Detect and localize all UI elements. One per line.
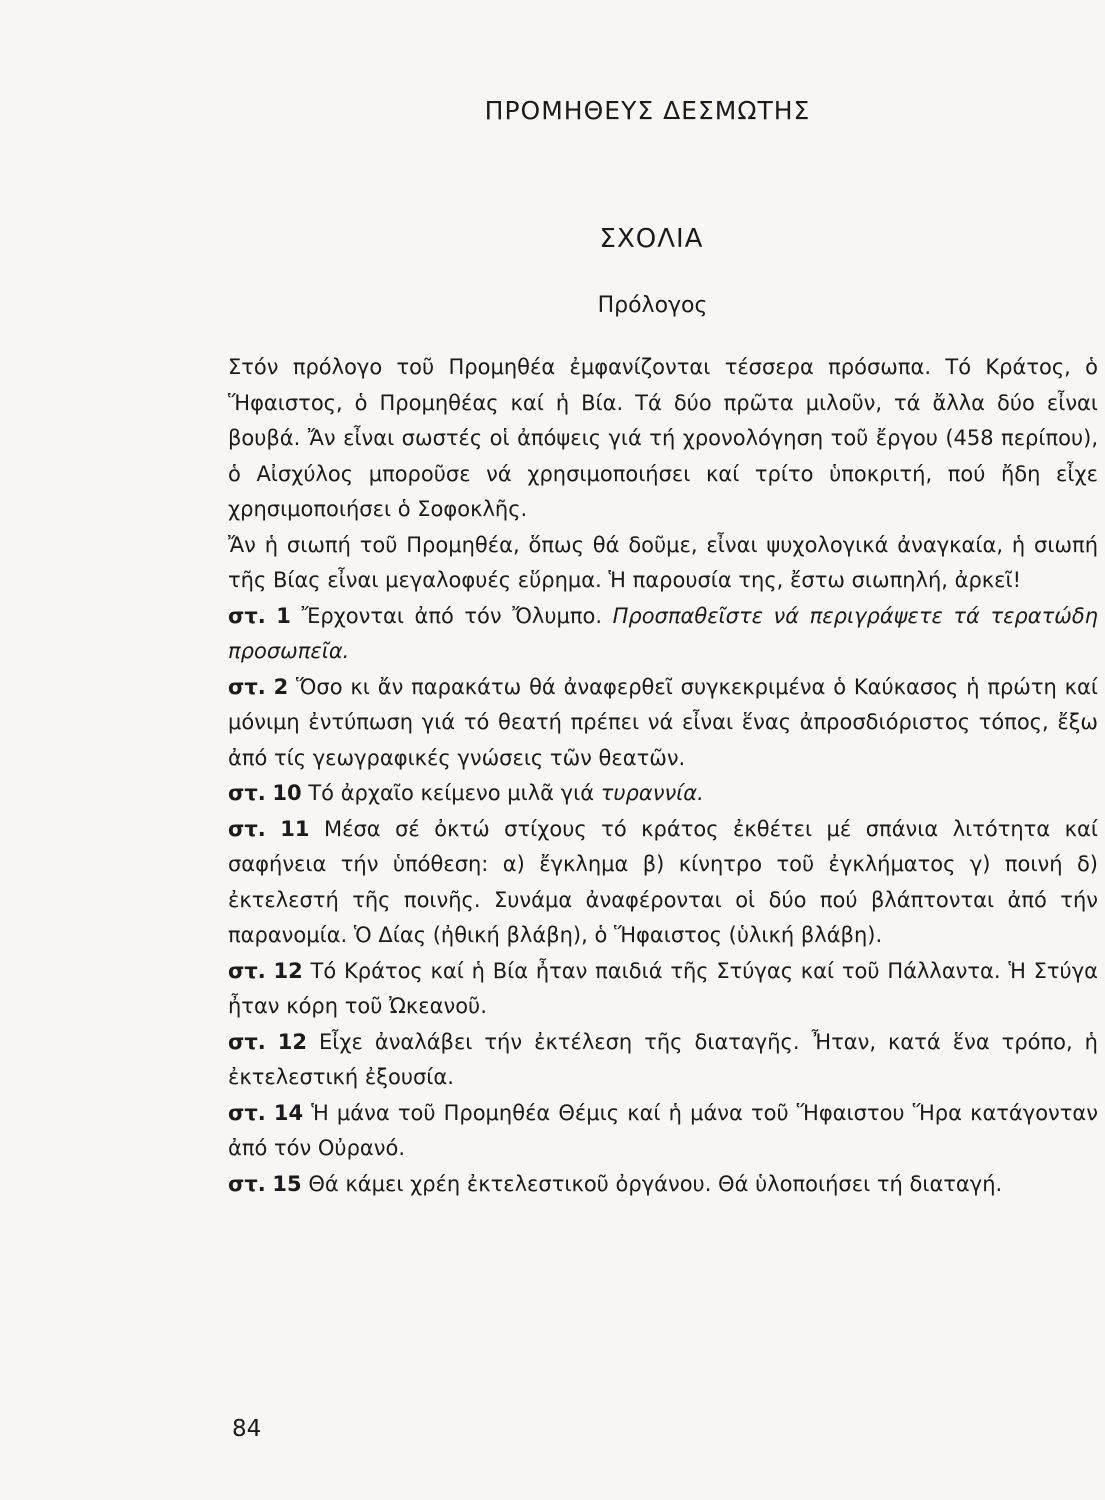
subsection-title: Πρόλογος (597, 293, 708, 318)
page-number: 84 (232, 1416, 262, 1442)
note-label: στ. (228, 1100, 266, 1125)
note-text: Τό Κράτος καί ἡ Βία ἦταν παιδιά τῆς Στύγας καί τοῦ Πάλλαντα. Ἡ Στύγα ἦταν κόρη τοῦ Ὠκεανοῦ. (228, 958, 1098, 1018)
note-label: στ. (228, 603, 266, 628)
verse-note (228, 1025, 1098, 1096)
note-text: Μέσα σέ ὀκτώ στίχους τό κράτος ἐκθέτει μέ σπάνια λιτότητα καί σαφήνεια τήν ὑπόθεση: α) ἔγκλημα β) κίνητρο τοῦ ἐγκλήματος γ) ποινή δ) ἐκτελεστή τῆς ποινῆς. Συνάμα ἀναφέρονται οἱ δύο πού βλάπτονται ἀπό τήν παρανομία. Ὁ Δίας (ἠθική βλάβη), ὁ Ἥφαιστος (ὑλική βλάβη). (228, 816, 1098, 947)
note-label: στ. (228, 1171, 266, 1196)
note-text: Ἔρχονται ἀπό τόν Ὄλυμπο. (301, 603, 603, 628)
note-label: στ. (228, 674, 266, 699)
note-text: Ὅσο κι ἄν παρακάτω θά ἀναφερθεῖ συγκεκριμένα ὁ Καύκασος ἡ πρώτη καί μόνιμη ἐντύπωση γιά τό θεατή πρέπει νά εἶναι ἕνας ἀπροσδιόριστος τόπος, ἔξω ἀπό τίς γεωγραφικές γνώσεις τῶν θεατῶν. (228, 674, 1098, 770)
commentary-body (228, 350, 1098, 1202)
note-text: Εἶχε ἀναλάβει τήν ἐκτέλεση τῆς διαταγῆς. Ἦταν, κατά ἕνα τρόπο, ἡ ἐκτελεστική ἐξουσία. (228, 1029, 1098, 1089)
verse-note (228, 599, 1098, 670)
note-label: στ. (228, 816, 266, 841)
note-label: στ. (228, 781, 266, 805)
verse-note (228, 812, 1098, 954)
verse-note (228, 776, 1098, 812)
note-verse-number: 10 (272, 781, 302, 805)
note-verse-number: 2 (273, 674, 289, 699)
note-verse-number: 15 (272, 1171, 302, 1196)
note-text: Τό ἀρχαῖο κείμενο μιλᾶ γιά (308, 781, 595, 805)
note-italic-text: Προσπαθεῖστε νά περιγράψετε τά τερατώδη προσωπεῖα. (228, 603, 1098, 663)
note-text: Θά κάμει χρέη ἐκτελεστικοῦ ὀργάνου. Θά ὑλοποιήσει τή διαταγή. (308, 1171, 1003, 1196)
running-title: ΠΡΟΜΗΘΕΥΣ ΔΕΣΜΩΤΗΣ (484, 96, 811, 125)
verse-note (228, 670, 1098, 777)
intro-paragraph: Στόν πρόλογο τοῦ Προμηθέα ἐμφανίζονται τέσσερα πρόσωπα. Τό Κράτος, ὁ Ἥφαιστος, ὁ Προμηθέας καί ἡ Βία. Τά δύο πρῶτα μιλοῦν, τά ἄλλα δύο εἶναι βουβά. Ἄν εἶναι σωστές οἱ ἀπόψεις γιά τή χρονολόγηση τοῦ ἔργου (458 περίπου), ὁ Αἰσχύλος μποροῦσε νά χρησιμοποιήσει καί τρίτο ὑποκριτή, πού ἤδη εἶχε χρησιμοποιήσει ὁ Σοφοκλῆς. (228, 355, 1098, 521)
note-label: στ. (228, 958, 266, 983)
verse-note (228, 954, 1098, 1025)
verse-note (228, 1167, 1098, 1203)
note-label: στ. (228, 1029, 266, 1054)
intro-paragraph: Ἄν ἡ σιωπή τοῦ Προμηθέα, ὅπως θά δοῦμε, εἶναι ψυχολογικά ἀναγκαία, ἡ σιωπή τῆς Βίας εἶναι μεγαλοφυές εὕρημα. Ἡ παρουσία της, ἔστω σιωπηλή, ἀρκεῖ! (228, 532, 1098, 592)
note-verse-number: 12 (273, 958, 303, 983)
note-text: Ἡ μάνα τοῦ Προμηθέα Θέμις καί ἡ μάνα τοῦ Ἥφαιστου Ἥρα κατάγονταν ἀπό τόν Οὐρανό. (228, 1100, 1098, 1160)
section-title: ΣΧΟΛΙΑ (599, 224, 704, 254)
note-verse-number: 12 (277, 1029, 307, 1054)
note-verse-number: 1 (276, 603, 291, 628)
note-verse-number: 11 (280, 816, 310, 841)
note-italic-text: τυραννία. (600, 781, 704, 805)
note-verse-number: 14 (273, 1100, 304, 1125)
verse-note (228, 1096, 1098, 1167)
